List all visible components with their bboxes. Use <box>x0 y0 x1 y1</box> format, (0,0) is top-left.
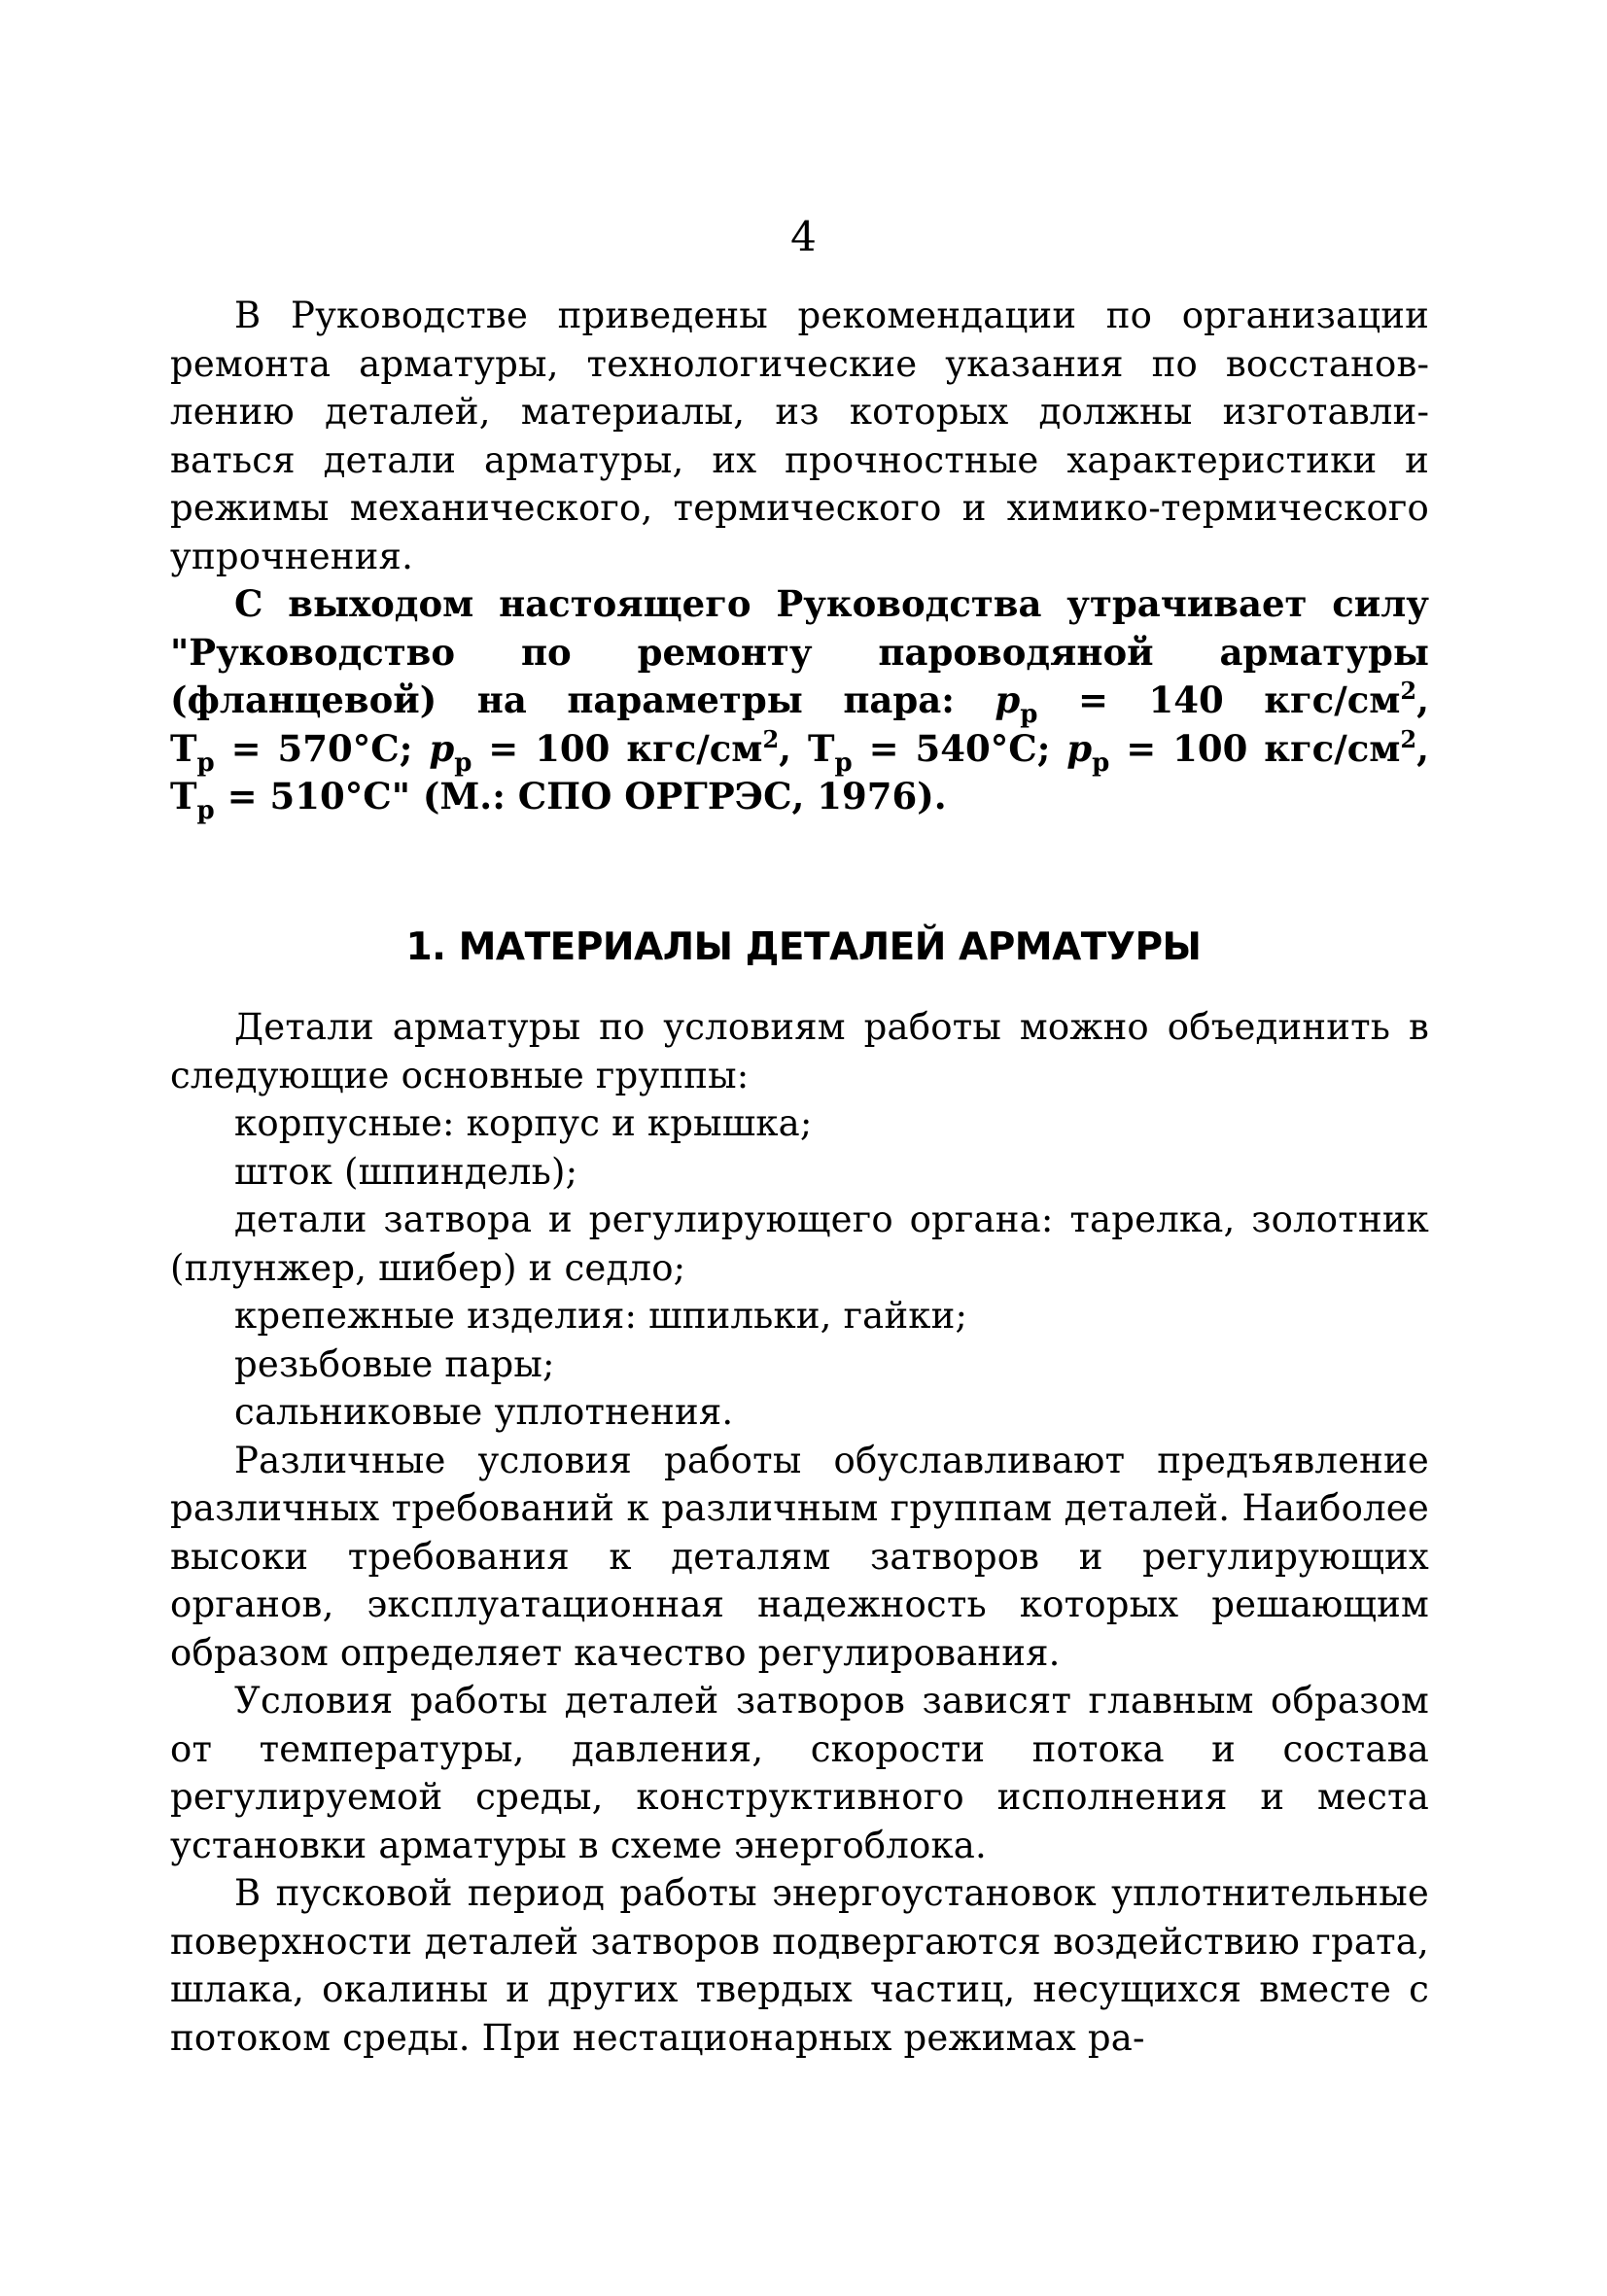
param-temp-2: $Т_р = 540^\circ С$ <box>807 726 1037 778</box>
list-item: сальниковые уплотнения. <box>234 1391 734 1433</box>
conditions-paragraph: Условия работы деталей затворов зависят главным образом от температуры, давления, скорости потока и состава регулируемой среды, конструктивного исполнения и места установки арматуры в схеме энергоблока. <box>170 1680 1429 1866</box>
param-temp-1: $Т_р = 570^\circ С$ <box>170 726 400 778</box>
list-item: крепежные изделия: шпильки, гайки; <box>234 1295 968 1337</box>
section-intro-paragraph: Детали арматуры по условиям работы можно объединить в следующие основные группы: <box>170 1006 1429 1096</box>
list-item: детали затвора и регулирующего органа: тарелка, золотник (плунжер, шибер) и седло; <box>170 1199 1429 1289</box>
requirements-paragraph: Различные условия работы обуславливают предъявление различных требований к различным группам деталей. Наиболее высоки требования к деталям затворов и регулирующих органов, эксплуатационная надежность которых решающим образом определяет качество регулирования. <box>170 1439 1429 1674</box>
section-body <box>170 1003 1429 2062</box>
param-temp-3: $Т_р = 510^\circ С$ <box>170 775 392 825</box>
intro-paragraph: В Руководстве приведены рекомендации по организации ремонта арматуры, технологические указания по восстановлению деталей, материалы, из которых должны изготавливаться детали арматуры, их прочностные характеристики и режимы механического, термического и химико-термического упрочнения. <box>170 295 1429 577</box>
page-number: 4 <box>790 213 817 261</box>
param-pressure-3: $p_р = 100$ кгс/$см^2$ <box>1066 724 1417 778</box>
param-pressure-1: $p_р = 140$ кгс/$см^2$ <box>995 677 1417 729</box>
list-item: корпусные: корпус и крышка; <box>234 1102 813 1144</box>
startup-paragraph: В пусковой период работы энергоустановок уплотнительные поверхности деталей затворов подвергаются воздействию грата, шлака, окалины и других твердых частиц, несущихся вместе с потоком среды. При нестационарных режимах ра- <box>170 1872 1429 2059</box>
param-pressure-2: $p_р = 100$ кгс/$см^2$ <box>429 724 780 778</box>
superseded-notice-paragraph: С выходом настоящего Руководства утрачивает силу "Руководство по ремонту пароводяной арматуры (фланцевой) на параметры пара: $p_р = 140$ кгс/$см^2$, $Т_р = 570^\circ С$; $p_р = 100$ кгс/$см^2$, $Т_р = 540^\circ С$; $p_р = 100$ кгс/$см^2$, $Т_р = 510^\circ С$" (М.: СПО ОРГРЭС, 1976). <box>170 582 1429 825</box>
intro-block <box>170 292 1429 825</box>
section-heading: 1. МАТЕРИАЛЫ ДЕТАЛЕЙ АРМАТУРЫ <box>405 925 1202 969</box>
notice-start: С выходом настоящего Руководства утрачивает силу "Руководство по ремонту пароводяной арматуры (фланцевой) на параметры пара: <box>170 582 1429 721</box>
notice-end: " (М.: СПО ОРГРЭС, 1976). <box>391 775 947 818</box>
list-item: резьбовые пары; <box>234 1342 555 1385</box>
list-item: шток (шпиндель); <box>234 1150 578 1193</box>
